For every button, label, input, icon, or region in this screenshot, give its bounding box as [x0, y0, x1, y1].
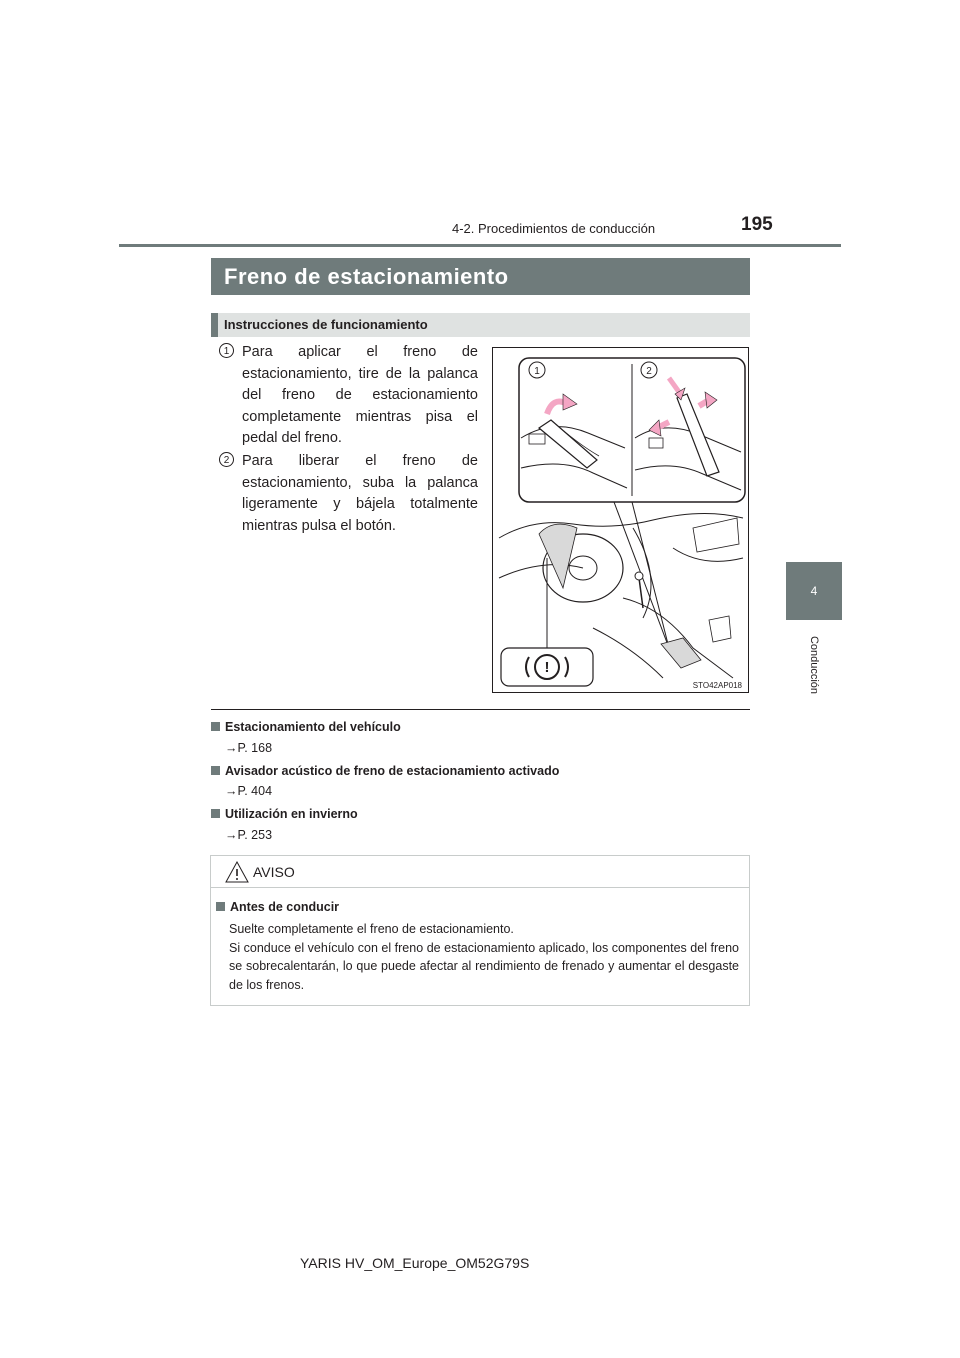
subtitle-accent: [211, 313, 218, 337]
square-bullet-icon: [211, 722, 220, 731]
page-title: Freno de estacionamiento: [211, 258, 750, 295]
illustration-code: STO42AP018: [692, 681, 742, 690]
chapter-label-text: Conducción: [808, 635, 820, 695]
step-2-text: Para liberar el freno de estacionamiento, suba la palanca ligeramente y bájela totalmente mientras pulsa el botón.: [242, 453, 478, 534]
note-heading-2: [211, 764, 559, 778]
illustration-drawing: [493, 348, 748, 692]
warning-line-1: Suelte completamente el freno de estacionamiento.: [229, 922, 514, 936]
section-separator: [211, 709, 750, 710]
warning-body: [229, 920, 739, 994]
warning-line-2: Si conduce el vehículo con el freno de estacionamiento aplicado, los componentes del freno se sobrecalentarán, lo que puede afectar al rendimiento de frenado y aumentar el desgaste de los frenos.: [229, 940, 739, 992]
header-rule: [119, 244, 841, 247]
note-ref-3[interactable]: →P. 253: [225, 828, 273, 842]
warning-subtitle-text: Antes de conducir: [230, 900, 340, 914]
chapter-tab: 4: [786, 562, 842, 620]
square-bullet-icon: [211, 809, 220, 818]
page-number: 195: [741, 214, 773, 235]
illus-callout-2: 2: [646, 366, 652, 377]
note-heading-1: [211, 720, 401, 734]
brake-warning-symbol: !: [544, 659, 550, 676]
note-ref-2[interactable]: →P. 404: [225, 784, 273, 798]
warning-title: AVISO: [253, 864, 295, 880]
subtitle-text: Instrucciones de funcionamiento: [224, 317, 428, 332]
note-heading-3: [211, 807, 358, 821]
square-bullet-icon: [211, 766, 220, 775]
step-2-marker: 2: [219, 452, 234, 467]
note-title: Estacionamiento del vehículo: [225, 720, 401, 734]
step-1-marker: 1: [219, 343, 234, 358]
step-1-text: Para aplicar el freno de estacionamiento, tire de la palanca del freno de estacionamiento completamente mientras pisa el pedal del freno.: [242, 344, 478, 446]
section-title: 4-2. Procedimientos de conducción: [452, 221, 656, 236]
note-title: Utilización en invierno: [225, 807, 358, 821]
illus-callout-1: 1: [534, 366, 540, 377]
subtitle-bar: [211, 313, 750, 337]
square-bullet-icon: [216, 902, 225, 911]
footer-doc-id: YARIS HV_OM_Europe_OM52G79S: [300, 1255, 530, 1271]
warning-box: [210, 855, 750, 1006]
warning-triangle-icon: [225, 861, 249, 883]
note-ref-1[interactable]: →P. 168: [225, 741, 273, 755]
parking-brake-illustration: [492, 347, 749, 693]
chapter-label: [786, 630, 842, 700]
note-title: Avisador acústico de freno de estacionamiento activado: [225, 764, 560, 778]
warning-subtitle: [216, 900, 339, 914]
warning-header: [211, 856, 749, 888]
